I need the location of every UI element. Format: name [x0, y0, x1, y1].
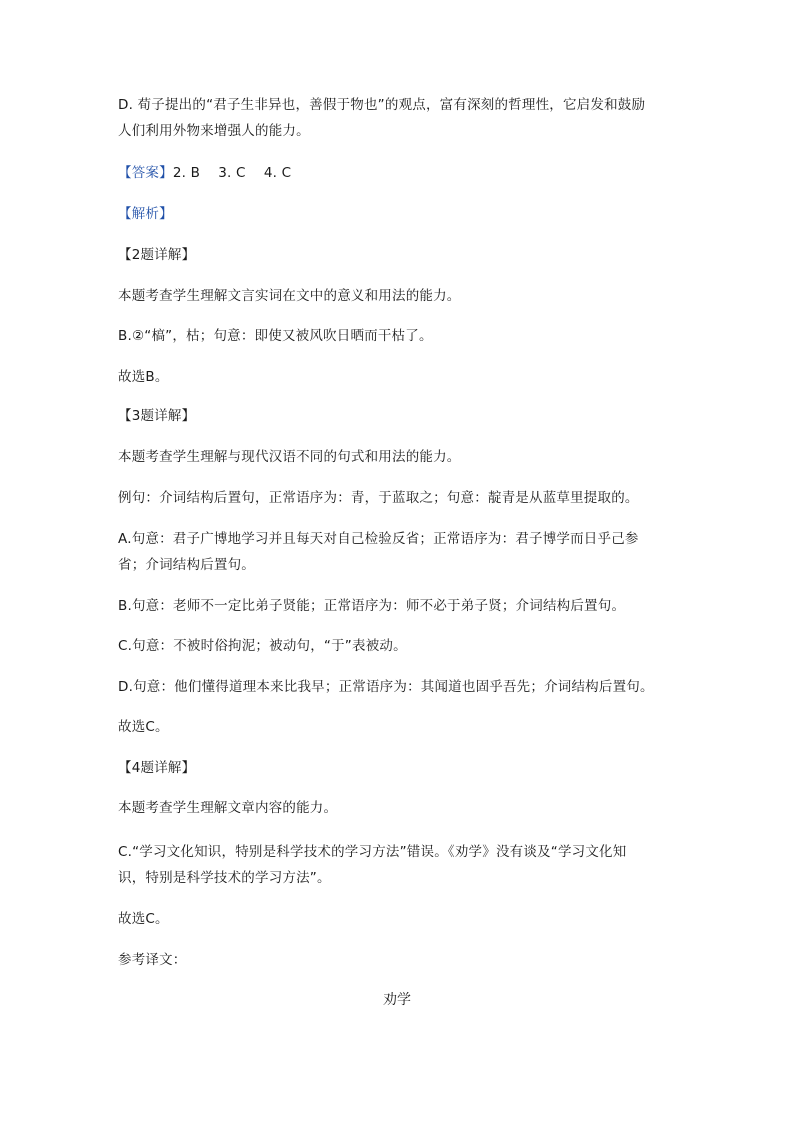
q3-heading: 【3题详解】	[118, 408, 196, 424]
q2-choose: 故选B。	[118, 369, 169, 385]
q2-heading: 【2题详解】	[118, 247, 196, 263]
q4-intro: 本题考查学生理解文章内容的能力。	[118, 800, 338, 816]
answer-tag: 【答案】	[118, 165, 173, 181]
answer-line	[118, 163, 678, 183]
q4-option-c-line-2: 识，特别是科学技术的学习方法”。	[118, 870, 331, 886]
analysis-tag: 【解析】	[118, 206, 173, 222]
q3-option-a-line-1: A.句意：君子广博地学习并且每天对自己检验反省；正常语序为：君子博学而日乎己参	[118, 531, 639, 547]
translation-label: 参考译文：	[118, 952, 187, 968]
q3-option-b: B.句意：老师不一定比弟子贤能；正常语序为：师不必于弟子贤；介词结构后置句。	[118, 598, 626, 614]
answer-values: 2. B 3. C 4. C	[172, 165, 292, 181]
translation-title: 劝学	[383, 992, 411, 1008]
q4-choose: 故选C。	[118, 911, 169, 927]
q3-option-a-line-2: 省；介词结构后置句。	[118, 557, 255, 573]
q2-option-b: B.②“槁”，枯；句意：即使又被风吹日晒而干枯了。	[118, 328, 433, 344]
q4-option-c-line-1: C.“学习文化知识，特别是科学技术的学习方法”错误。《劝学》没有谈及“学习文化知	[118, 844, 627, 860]
q3-option-c: C.句意：不被时俗拘泥；被动句，“于”表被动。	[118, 638, 407, 654]
q2-intro: 本题考查学生理解文言实词在文中的意义和用法的能力。	[118, 288, 461, 304]
q3-example: 例句：介词结构后置句，正常语序为：青，于蓝取之；句意：靛青是从蓝草里提取的。	[118, 490, 639, 506]
q4-heading: 【4题详解】	[118, 760, 196, 776]
q3-intro: 本题考查学生理解与现代汉语不同的句式和用法的能力。	[118, 449, 461, 465]
q3-option-d: D.句意：他们懂得道理本来比我早；正常语序为：其闻道也固乎吾先；介词结构后置句。	[118, 679, 654, 695]
q3-choose: 故选C。	[118, 719, 169, 735]
option-d-line-1: D. 荀子提出的“君子生非异也，善假于物也”的观点，富有深刻的哲理性，它启发和鼓励	[118, 97, 646, 113]
option-d-line-2: 人们利用外物来增强人的能力。	[118, 123, 310, 139]
